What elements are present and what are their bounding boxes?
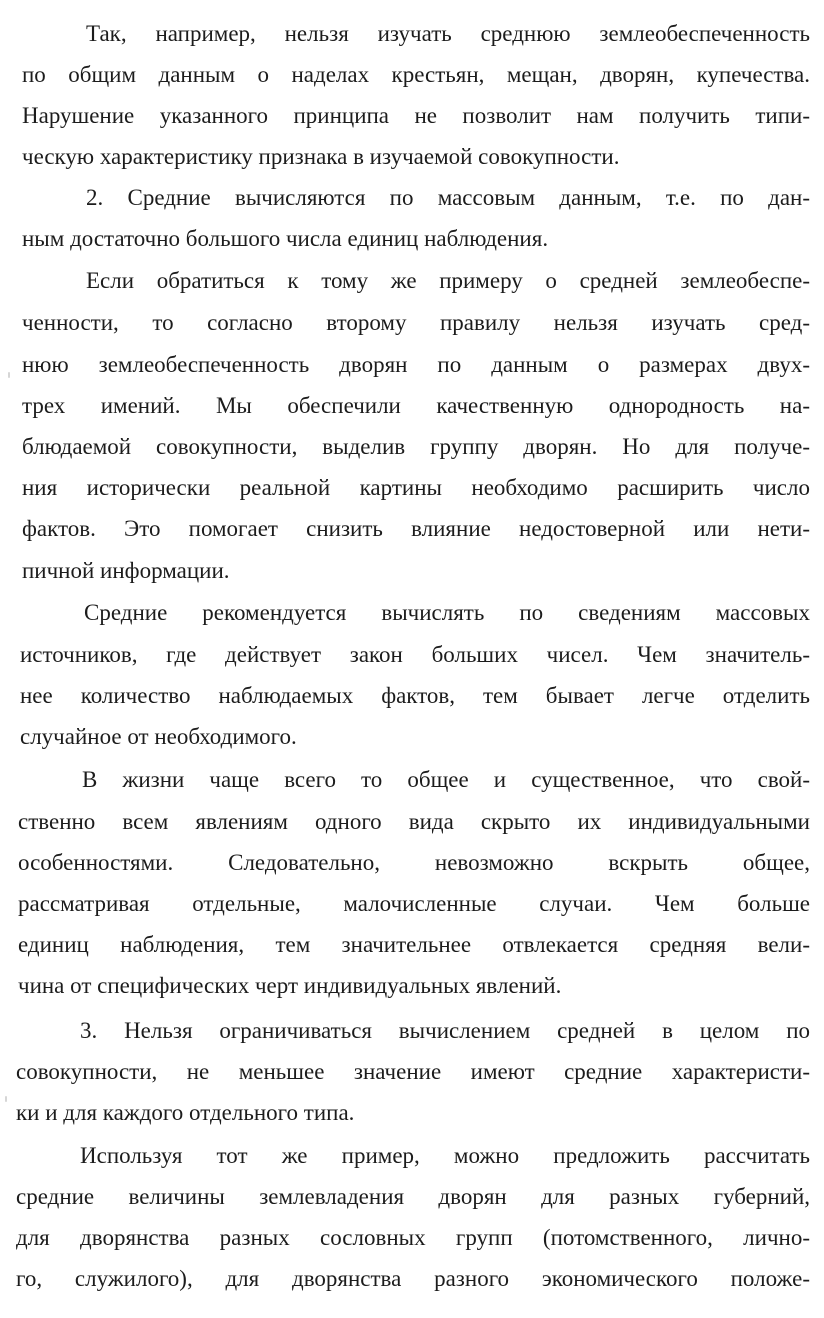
text-line: В жизни чаще всего то общее и существенное, что свой-	[82, 767, 810, 792]
text-line: нее количество наблюдаемых фактов, тем бывает легче отделить	[20, 683, 810, 708]
text-line: ческую характеристику признака в изучаемой совокупности.	[22, 144, 620, 169]
scan-speck	[5, 1096, 7, 1102]
text-line: Так, например, нельзя изучать среднюю землеобеспеченность	[86, 21, 810, 46]
text-line: 3. Нельзя ограничиваться вычислением средней в целом по	[80, 1018, 810, 1043]
text-line: совокупности, не меньшее значение имеют средние характеристи-	[16, 1059, 810, 1084]
text-line: трех имений. Мы обеспечили качественную однородность на-	[22, 393, 810, 418]
text-line: ченности, то согласно второму правилу нельзя изучать сред-	[22, 310, 810, 335]
text-line: особенностями. Следовательно, невозможно вскрыть общее,	[18, 850, 810, 875]
text-line: рассматривая отдельные, малочисленные случаи. Чем больше	[18, 891, 810, 916]
text-line: Если обратиться к тому же примеру о средней землеобеспе-	[86, 268, 810, 293]
text-line: ки и для каждого отдельного типа.	[16, 1100, 355, 1125]
text-line: 2. Средние вычисляются по массовым данным, т.е. по дан-	[86, 185, 810, 210]
text-line: чина от специфических черт индивидуальных явлений.	[18, 973, 562, 998]
text-line: Нарушение указанного принципа не позволит нам получить типи-	[22, 103, 810, 128]
text-line: ния исторически реальной картины необходимо расширить число	[22, 475, 810, 500]
text-line: пичной информации.	[22, 558, 230, 583]
text-line: источников, где действует закон больших чисел. Чем значитель-	[20, 642, 810, 667]
text-line: го, служилого), для дворянства разного экономического положе-	[16, 1266, 810, 1291]
scan-speck	[8, 372, 10, 378]
text-line: средние величины землевладения дворян для разных губерний,	[16, 1184, 810, 1209]
text-line: ственно всем явлениям одного вида скрыто их индивидуальными	[18, 809, 810, 834]
text-line: ным достаточно большого числа единиц наблюдения.	[22, 226, 549, 251]
text-line: для дворянства разных сословных групп (потомственного, лично-	[16, 1225, 810, 1250]
text-line: Используя тот же пример, можно предложить рассчитать	[80, 1143, 810, 1168]
text-line: фактов. Это помогает снизить влияние недостоверной или нети-	[22, 516, 810, 541]
text-line: случайное от необходимого.	[20, 724, 297, 749]
text-line: нюю землеобеспеченность дворян по данным о размерах двух-	[22, 352, 810, 377]
text-line: единиц наблюдения, тем значительнее отвлекается средняя вели-	[18, 932, 810, 957]
text-line: блюдаемой совокупности, выделив группу дворян. Но для получе-	[22, 434, 810, 459]
text-line: Средние рекомендуется вычислять по сведениям массовых	[84, 600, 810, 625]
text-line: по общим данным о наделах крестьян, мещан, дворян, купечества.	[22, 62, 810, 87]
